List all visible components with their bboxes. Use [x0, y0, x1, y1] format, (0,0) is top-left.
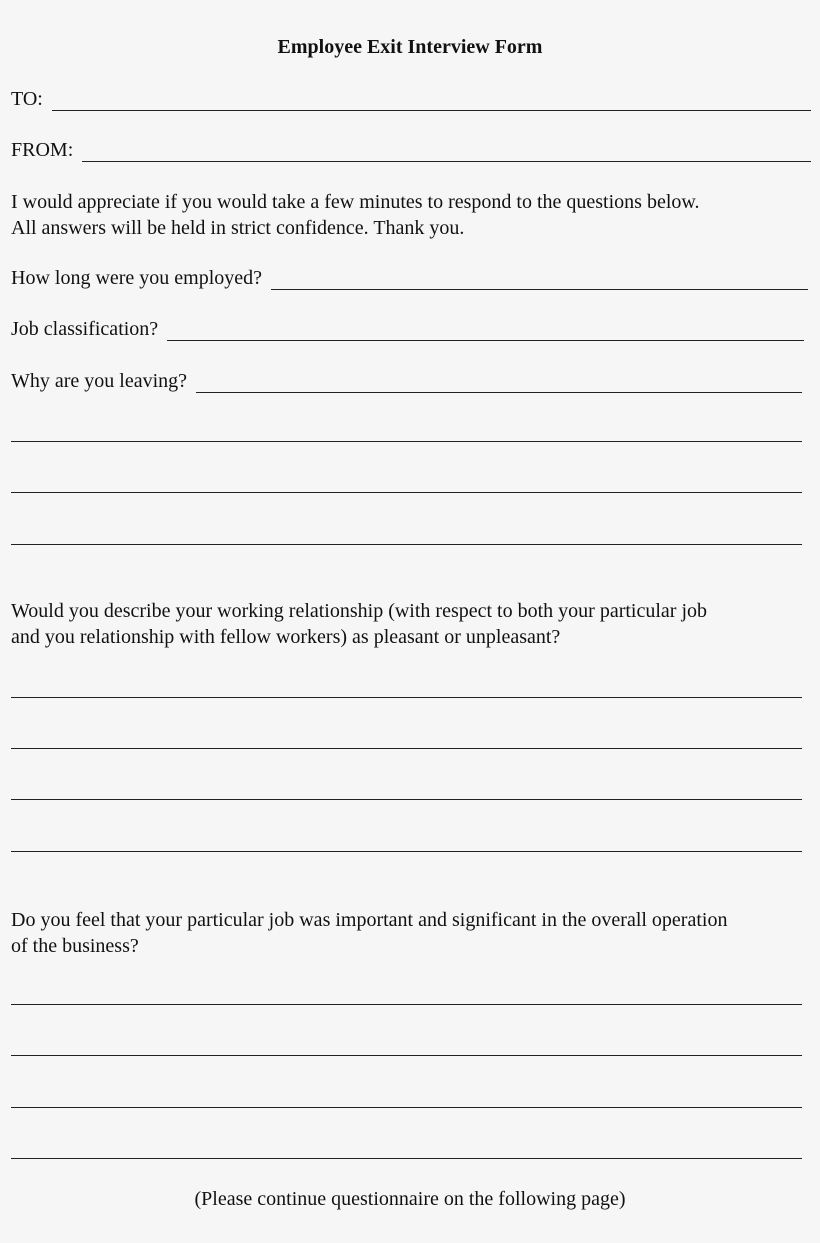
importance-answer-line-2[interactable]: [11, 1055, 802, 1056]
leaving-answer-line-4[interactable]: [11, 544, 802, 545]
intro-line-1: I would appreciate if you would take a few minutes to respond to the questions below.: [11, 191, 700, 213]
importance-question-line-2: of the business?: [11, 935, 139, 957]
relationship-question-line-2: and you relationship with fellow workers) as pleasant or unpleasant?: [11, 626, 561, 648]
employed-question-label: How long were you employed?: [11, 267, 268, 289]
to-answer-line[interactable]: [52, 92, 811, 111]
employed-answer-line[interactable]: [271, 271, 808, 290]
leaving-answer-line[interactable]: [196, 374, 802, 393]
from-answer-line[interactable]: [82, 143, 811, 162]
leaving-answer-line-2[interactable]: [11, 441, 802, 442]
leaving-answer-line-3[interactable]: [11, 492, 802, 493]
continue-note: (Please continue questionnaire on the following page): [194, 1188, 626, 1210]
employed-field-row: [11, 266, 808, 290]
relationship-answer-line-3[interactable]: [11, 799, 802, 800]
relationship-question: [11, 598, 816, 650]
intro-line-2: All answers will be held in strict confidence. Thank you.: [11, 217, 465, 239]
importance-answer-line-3[interactable]: [11, 1107, 802, 1108]
relationship-question-line-1: Would you describe your working relationship (with respect to both your particular job: [11, 600, 708, 622]
to-label: TO:: [11, 88, 48, 110]
importance-answer-line-1[interactable]: [11, 1004, 802, 1005]
importance-answer-line-4[interactable]: [11, 1158, 802, 1159]
classification-answer-line[interactable]: [167, 322, 804, 341]
relationship-answer-line-4[interactable]: [11, 851, 802, 852]
importance-question-line-1: Do you feel that your particular job was important and significant in the overall operation: [11, 909, 728, 931]
importance-question: [11, 907, 816, 959]
leaving-question-label: Why are you leaving?: [11, 370, 193, 392]
from-label: FROM:: [11, 139, 79, 161]
to-field-row: [11, 87, 811, 111]
relationship-answer-line-2[interactable]: [11, 748, 802, 749]
from-field-row: [11, 138, 811, 162]
relationship-answer-line-1[interactable]: [11, 697, 802, 698]
intro-paragraph: [11, 189, 816, 241]
form-title: Employee Exit Interview Form: [277, 36, 543, 58]
leaving-field-row: [11, 369, 802, 393]
classification-question-label: Job classification?: [11, 318, 164, 340]
classification-field-row: [11, 317, 804, 341]
